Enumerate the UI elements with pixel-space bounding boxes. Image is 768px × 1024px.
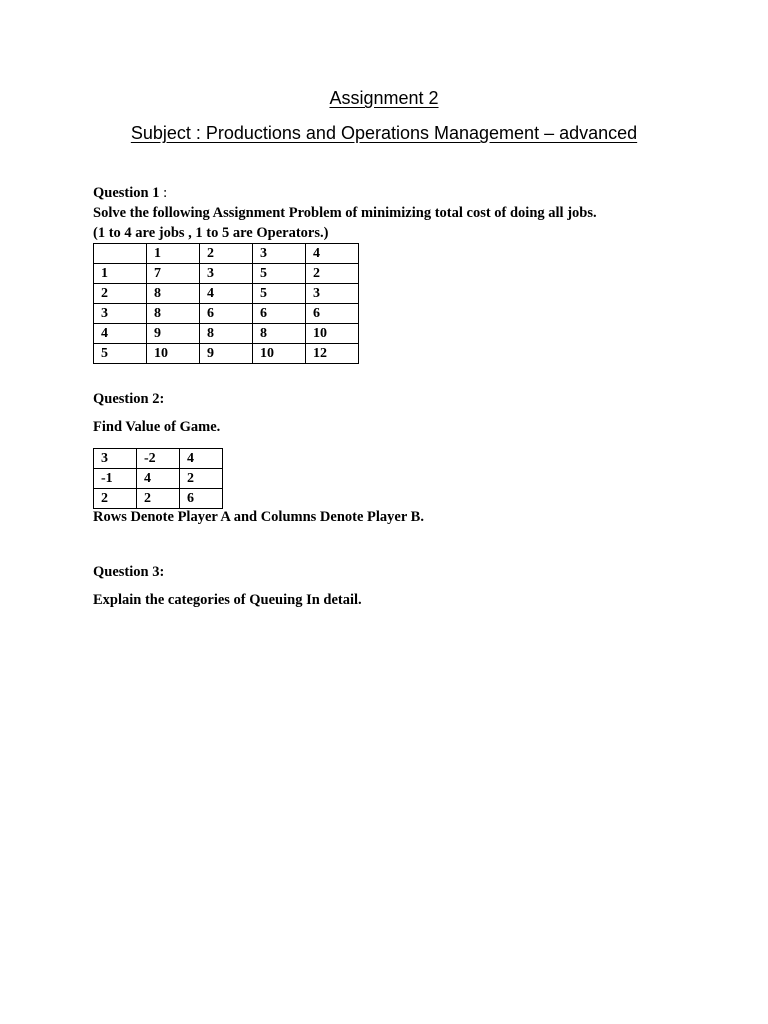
table-row — [94, 284, 359, 304]
table-cell: 2 — [137, 489, 180, 509]
table-cell — [94, 244, 147, 264]
table-cell: 3 — [200, 264, 253, 284]
question-1-label — [93, 185, 167, 202]
game-payoff-table — [93, 448, 223, 509]
table-cell: 3 — [94, 449, 137, 469]
table-cell: 2 — [94, 284, 147, 304]
table-cell: 8 — [147, 304, 200, 324]
question-2-text: Find Value of Game. — [93, 419, 221, 435]
table-cell: 2 — [200, 244, 253, 264]
table-cell: 6 — [306, 304, 359, 324]
table-cell: 1 — [147, 244, 200, 264]
table-cell: 6 — [180, 489, 223, 509]
table-cell: 5 — [253, 284, 306, 304]
question-2-label: Question 2: — [93, 391, 165, 407]
table-cell: 5 — [253, 264, 306, 284]
table-cell: 4 — [200, 284, 253, 304]
table-cell: -1 — [94, 469, 137, 489]
question-1-note: (1 to 4 are jobs , 1 to 5 are Operators.) — [93, 225, 329, 241]
table-cell: 4 — [94, 324, 147, 344]
table-cell: 8 — [253, 324, 306, 344]
table-row — [94, 304, 359, 324]
table-row — [94, 344, 359, 364]
table-row — [94, 324, 359, 344]
table-cell: 10 — [253, 344, 306, 364]
table-cell: 12 — [306, 344, 359, 364]
table-cell: 4 — [137, 469, 180, 489]
table-cell: 6 — [253, 304, 306, 324]
table-cell: 6 — [200, 304, 253, 324]
question-3-label: Question 3: — [93, 564, 165, 580]
table-cell: 2 — [94, 489, 137, 509]
table-row — [94, 449, 223, 469]
question-1-label-text: Question 1 — [93, 185, 160, 201]
table-cell: 1 — [94, 264, 147, 284]
table-cell: 8 — [147, 284, 200, 304]
table-cell: 10 — [306, 324, 359, 344]
table-cell: 3 — [306, 284, 359, 304]
table-cell: 9 — [147, 324, 200, 344]
table-cell: 4 — [180, 449, 223, 469]
question-1-label-colon: : — [159, 185, 168, 201]
question-1-text: Solve the following Assignment Problem of minimizing total cost of doing all jobs. — [93, 205, 597, 221]
table-cell: -2 — [137, 449, 180, 469]
table-cell: 4 — [306, 244, 359, 264]
question-3-text: Explain the categories of Queuing In detail. — [93, 592, 362, 608]
table-cell: 9 — [200, 344, 253, 364]
table-cell: 2 — [306, 264, 359, 284]
table-row — [94, 489, 223, 509]
assignment-title: Assignment 2 — [329, 88, 439, 108]
table-cell: 10 — [147, 344, 200, 364]
question-2-note: Rows Denote Player A and Columns Denote Player B. — [93, 509, 424, 525]
table-cell: 7 — [147, 264, 200, 284]
table-cell: 5 — [94, 344, 147, 364]
table-cell: 3 — [253, 244, 306, 264]
table-cell: 3 — [94, 304, 147, 324]
table-row — [94, 264, 359, 284]
table-row — [94, 469, 223, 489]
assignment-cost-table — [93, 243, 359, 364]
table-cell: 8 — [200, 324, 253, 344]
table-row — [94, 244, 359, 264]
subject-title: Subject : Productions and Operations Management – advanced — [130, 123, 638, 143]
table-cell: 2 — [180, 469, 223, 489]
